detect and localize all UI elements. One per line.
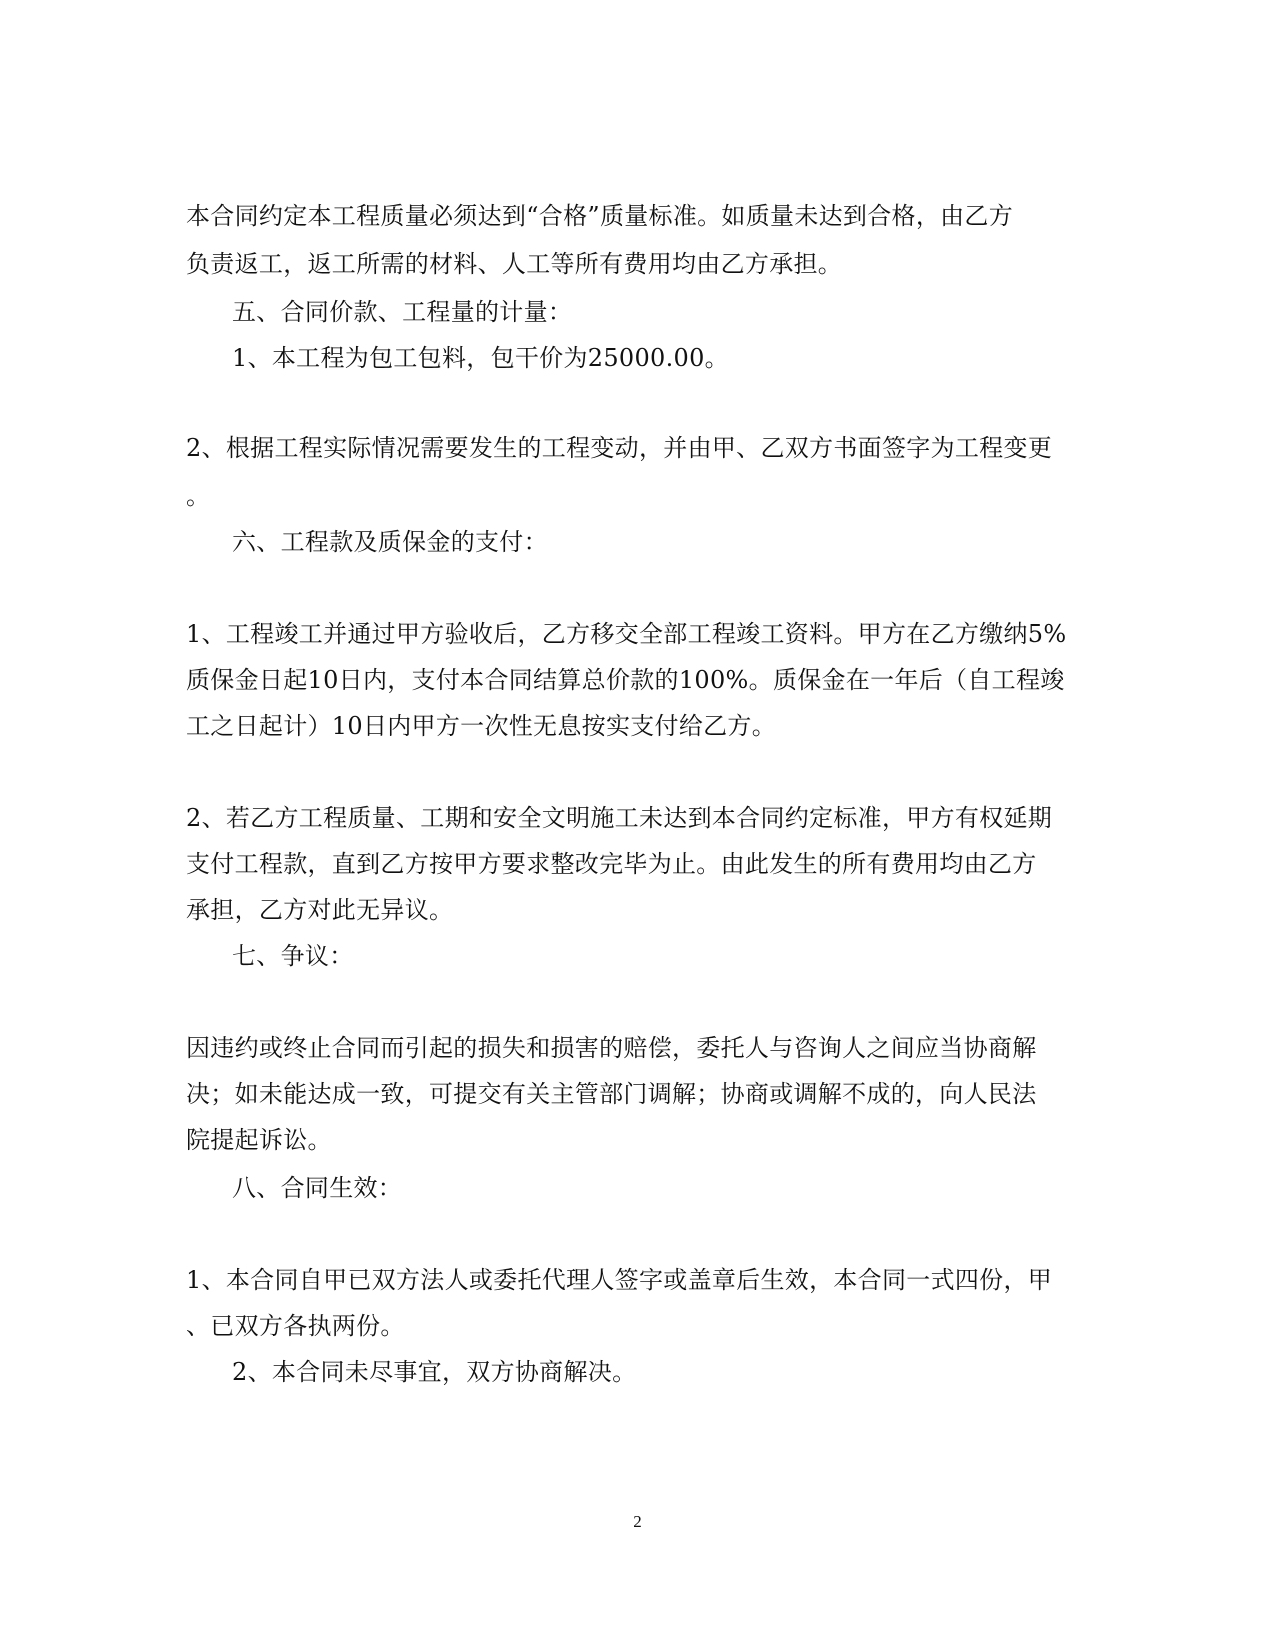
paragraph-line: 承担，乙方对此无异议。 xyxy=(186,896,454,924)
section-heading-5: 五、合同价款、工程量的计量： xyxy=(232,298,573,326)
paragraph-line: 、已双方各执两份。 xyxy=(186,1312,405,1340)
paragraph-line: 负责返工，返工所需的材料、人工等所有费用均由乙方承担。 xyxy=(186,250,843,278)
section-heading-8: 八、合同生效： xyxy=(232,1174,403,1202)
paragraph-line: 支付工程款，直到乙方按甲方要求整改完毕为止。由此发生的所有费用均由乙方 xyxy=(186,850,1037,878)
clause-line: 1、工程竣工并通过甲方验收后，乙方移交全部工程竣工资料。甲方在乙方缴纳5% xyxy=(186,620,1067,648)
paragraph-line: 因违约或终止合同而引起的损失和损害的赔偿，委托人与咨询人之间应当协商解 xyxy=(186,1034,1037,1062)
clause-line: 2、本合同未尽事宜，双方协商解决。 xyxy=(232,1358,637,1386)
section-heading-6: 六、工程款及质保金的支付： xyxy=(232,528,548,556)
paragraph-line: 。 xyxy=(186,482,211,510)
paragraph-line: 决；如未能达成一致，可提交有关主管部门调解；协商或调解不成的，向人民法 xyxy=(186,1080,1037,1108)
clause-line: 2、根据工程实际情况需要发生的工程变动，并由甲、乙双方书面签字为工程变更 xyxy=(186,434,1053,462)
clause-line: 2、若乙方工程质量、工期和安全文明施工未达到本合同约定标准，甲方有权延期 xyxy=(186,804,1053,832)
paragraph-line: 本合同约定本工程质量必须达到“合格”质量标准。如质量未达到合格，由乙方 xyxy=(186,202,1014,230)
clause-line: 1、本合同自甲已双方法人或委托代理人签字或盖章后生效，本合同一式四份，甲 xyxy=(186,1266,1053,1294)
section-heading-7: 七、争议： xyxy=(232,942,354,970)
page-number: 2 xyxy=(633,1512,642,1531)
paragraph-line: 质保金日起10日内，支付本合同结算总价款的100%。质保金在一年后（自工程竣 xyxy=(186,666,1065,694)
paragraph-line: 院提起诉讼。 xyxy=(186,1126,332,1154)
clause-line: 1、本工程为包工包料，包干价为25000.00。 xyxy=(232,344,729,372)
paragraph-line: 工之日起计）10日内甲方一次性无息按实支付给乙方。 xyxy=(186,712,777,740)
